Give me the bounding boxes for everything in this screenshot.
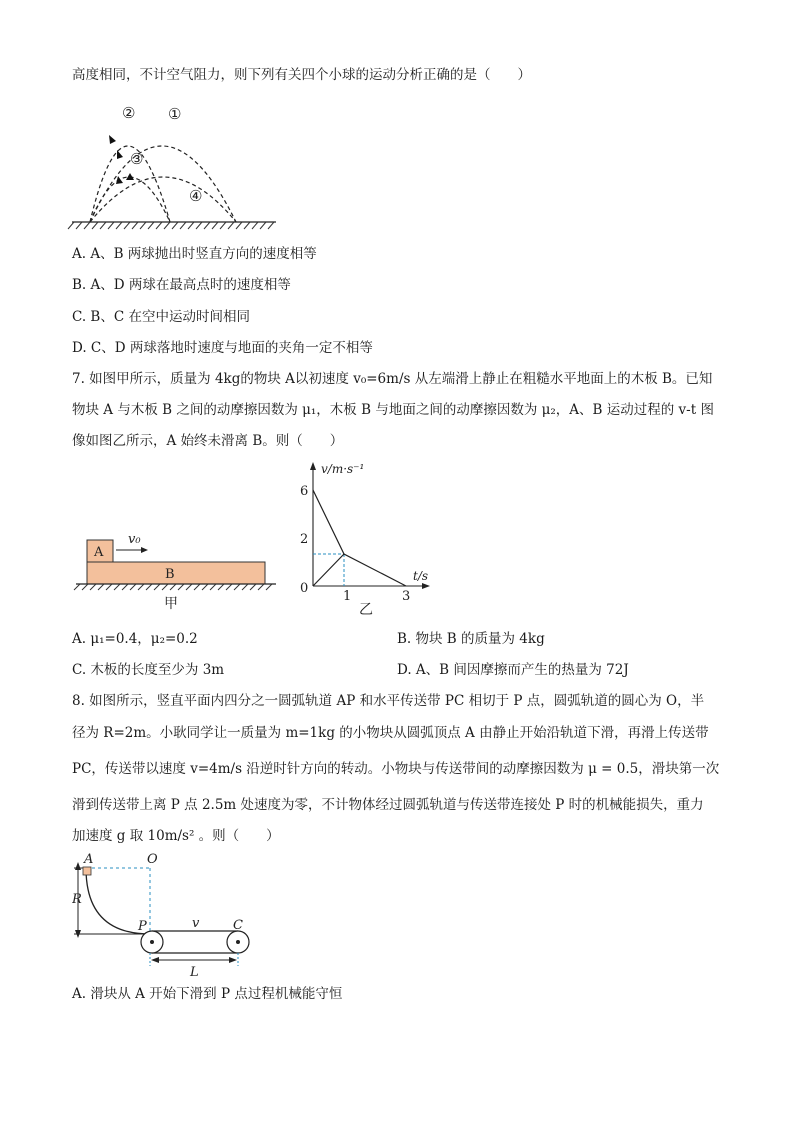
q8-option-a: A. 滑块从 A 开始下滑到 P 点过程机械能守恒 [72,986,343,1002]
label-1: ① [168,105,182,123]
y-tick-0: 0 [300,581,309,596]
length-arrow-left [151,957,159,963]
q6-option-a: A. A、B 两球抛出时竖直方向的速度相等 [72,246,317,262]
q7-option-a: A. μ₁=0.4，μ₂=0.2 [72,631,198,647]
v0-label: v₀ [128,532,141,547]
label-a: A [84,852,94,867]
q6-option-d: D. C、D 两球落地时速度与地面的夹角一定不相等 [72,340,373,356]
pulley-left-axle [150,940,154,944]
label-l: L [190,965,199,978]
q6-option-c: C. B、C 在空中运动时间相同 [72,309,250,325]
x-tick-3: 3 [402,589,411,604]
arrow-2 [109,135,116,144]
q8-stem-line2: 径为 R=2m。小耿同学让一质量为 m=1kg 的小物块从圆弧顶点 A 由静止开始沿轨道下滑，再滑上传送带 [72,725,709,741]
ground-hatching [68,222,274,229]
arrow-3 [116,176,123,184]
arrow-1 [117,150,123,159]
label-r: R [72,892,82,907]
series-line-b [313,554,344,586]
label-3: ③ [130,150,144,168]
q7-stem-line3: 像如图乙所示，A 始终未滑离 B。则（ ） [72,433,344,449]
q8-stem-line1: 8. 如图所示，竖直平面内四分之一圆弧轨道 AP 和水平传送带 PC 相切于 P 点，圆弧轨道的圆心为 O，半 [72,693,705,709]
y-tick-2: 2 [300,532,309,547]
y-axis-label: v/m·s⁻¹ [321,462,365,476]
board-b-label: B [165,567,175,582]
q6-projectile-figure [66,98,286,234]
q7-stem-line1: 7. 如图甲所示，质量为 4kg的物块 A以初速度 v₀=6m/s 从左端滑上静止在粗糙水平地面上的木板 B。已知 [72,371,713,387]
v0-arrow-head [141,547,148,553]
trajectory-1 [90,146,236,222]
label-c: C [233,918,243,933]
q6-option-b: B. A、D 两球在最高点时的速度相等 [72,277,291,293]
q7-vt-graph [290,456,440,628]
q7-option-b: B. 物块 B 的质量为 4kg [397,631,545,647]
q7-figure-jia [72,530,282,614]
label-v: v [192,916,200,931]
board-b [87,562,265,584]
pulley-right-axle [236,940,240,944]
label-2: ② [122,104,136,122]
q7-stem-line2: 物块 A 与木板 B 之间的动摩擦因数为 μ₁，木板 B 与地面之间的动摩擦因数为 μ₂，A、B 运动过程的 v-t 图 [72,402,714,418]
q7-option-d: D. A、B 间因摩擦而产生的热量为 72J [397,662,629,678]
label-p: P [138,919,147,934]
slider-block [83,867,91,875]
radius-arrow-top [75,862,81,870]
q6-stem: 高度相同，不计空气阻力，则下列有关四个小球的运动分析正确的是（ ） [72,67,531,83]
y-axis-arrow [310,462,316,470]
trajectory-3 [90,177,170,222]
label-4: ④ [189,187,203,205]
q7-option-c: C. 木板的长度至少为 3m [72,662,225,678]
q8-stem-line5: 加速度 g 取 10m/s² 。则（ ） [72,828,280,844]
label-o: O [147,852,158,867]
caption-yi: 乙 [359,602,373,618]
x-axis-arrow [422,583,430,589]
floor-hatching [74,584,272,590]
x-axis-label: t/s [413,569,429,583]
q8-track-figure [72,850,262,978]
length-arrow-right [229,957,237,963]
x-tick-1: 1 [343,589,352,604]
q8-stem-line4: 滑到传送带上离 P 点 2.5m 处速度为零，不计物体经过圆弧轨道与传送带连接处 P 时的机械能损失，重力 [72,797,704,813]
q8-stem-line3: PC，传送带以速度 v=4m/s 沿逆时针方向的转动。小物块与传送带间的动摩擦因数为 μ = 0.5，滑块第一次 [72,761,720,777]
y-tick-6: 6 [300,484,309,499]
block-a-label: A [94,545,104,560]
caption-jia: 甲 [164,596,178,612]
arrow-4 [126,173,134,180]
